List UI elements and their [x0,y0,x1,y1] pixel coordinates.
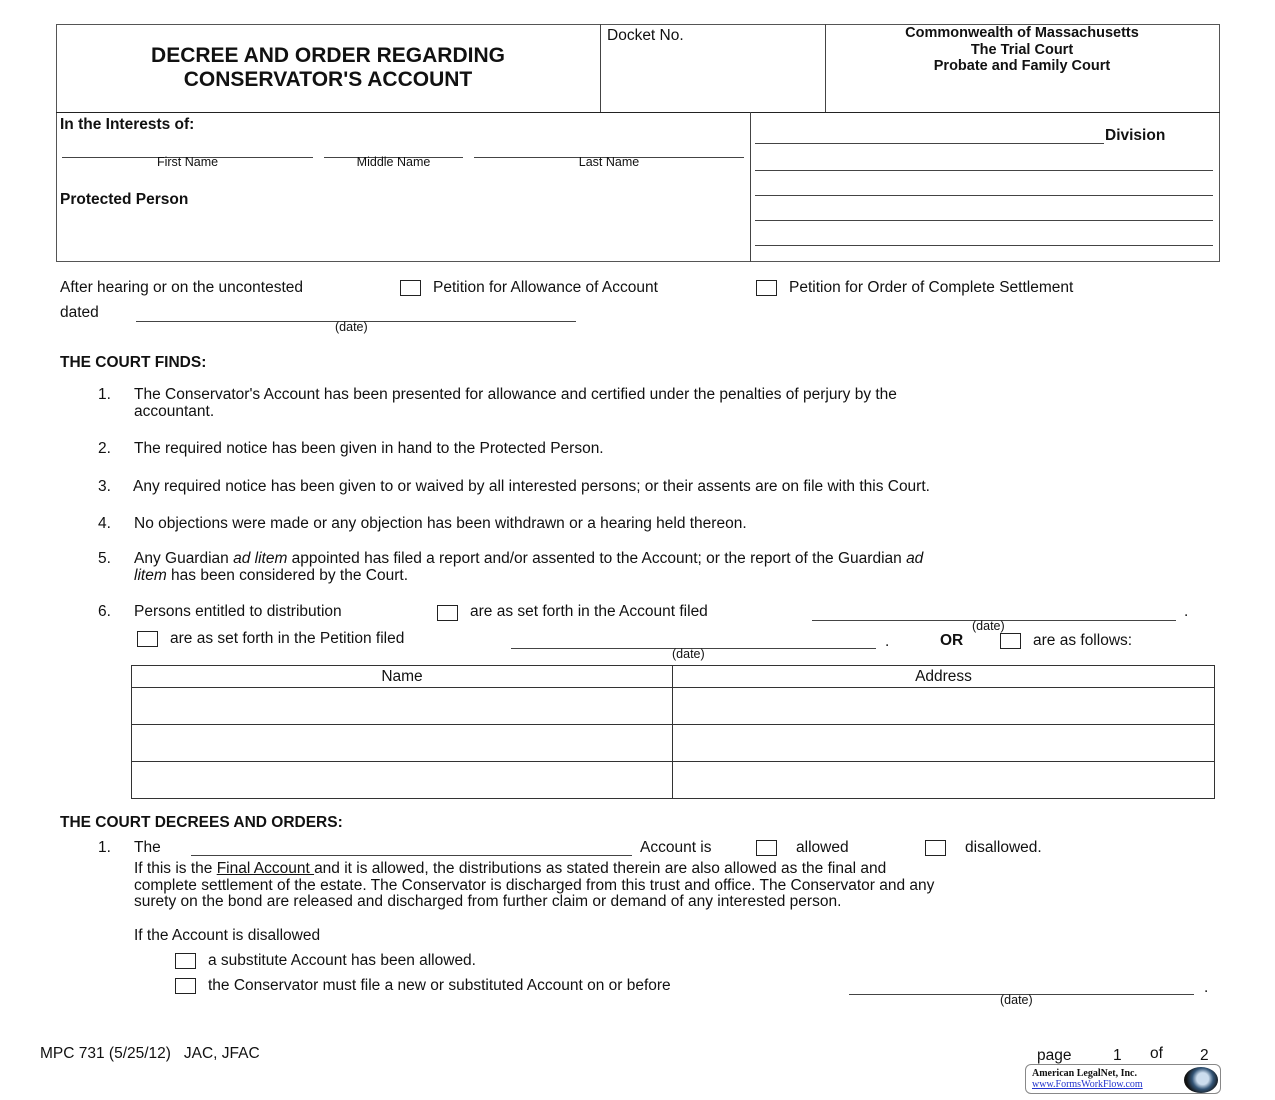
final-account-paragraph: If this is the Final Account and it is allowed, the distributions as stated therein are also allowed as the final and complete settlement of the estate. The Conservator is discharged from this trust and office. The Conservator and any surety on the bond are released and discharged from further claim or demand of any interested person. [134,860,935,910]
address-cell[interactable] [673,688,1215,725]
table-row [132,688,1215,725]
dated-label: dated [60,304,99,321]
address-line[interactable] [755,195,1213,196]
if-disallowed-label: If the Account is disallowed [134,927,321,944]
petition-filed-label: are as set forth in the Petition filed [170,630,405,647]
address-line[interactable] [755,245,1213,246]
protected-person-label: Protected Person [60,191,189,208]
date-hint: (date) [972,619,1005,633]
distribution-table [131,665,1215,799]
docket-label: Docket No. [607,27,684,44]
allowance-petition-label: Petition for Allowance of Account [433,279,658,296]
address-line[interactable] [755,170,1213,171]
of-label: of [1150,1045,1163,1062]
finding-6: Persons entitled to distribution [134,603,342,620]
account-is-label: Account is [640,839,712,856]
item-number: 5. [98,550,111,567]
item-number: 2. [98,440,111,457]
petition-filed-checkbox[interactable] [137,631,158,647]
finding-5: Any Guardian ad litem appointed has filed a report and/or assented to the Account; or the report of the Guardian ad litem has been considered by the Court. [134,550,924,584]
middle-name-label: Middle Name [356,155,431,169]
page-number: 1 [1113,1047,1122,1064]
disallowed-checkbox[interactable] [925,840,946,856]
name-cell[interactable] [132,762,673,799]
first-name-label: First Name [156,155,219,169]
intro-text: After hearing or on the uncontested [60,279,303,296]
address-cell[interactable] [673,725,1215,762]
settlement-petition-checkbox[interactable] [756,280,777,296]
globe-icon [1184,1067,1218,1093]
period: . [1204,979,1209,996]
logo-url[interactable]: www.FormsWorkFlow.com [1032,1079,1143,1090]
item-number: 1. [98,839,111,856]
logo-name: American LegalNet, Inc. [1032,1068,1137,1079]
date-hint: (date) [672,647,705,661]
account-name-field[interactable] [191,855,632,856]
account-filed-label: are as set forth in the Account filed [470,603,708,620]
substitute-allowed-label: a substitute Account has been allowed. [208,952,476,969]
table-row [132,725,1215,762]
account-filed-checkbox[interactable] [437,605,458,621]
name-cell[interactable] [132,688,673,725]
division-field[interactable] [755,143,1104,144]
file-new-account-label: the Conservator must file a new or substituted Account on or before [208,977,671,994]
divider [56,112,1220,113]
divider [750,112,751,262]
allowance-petition-checkbox[interactable] [400,280,421,296]
date-hint: (date) [335,320,368,334]
decrees-heading: THE COURT DECREES AND ORDERS: [60,814,343,831]
period: . [1184,603,1189,620]
as-follows-checkbox[interactable] [1000,633,1021,649]
item-number: 3. [98,478,111,495]
table-row [132,762,1215,799]
total-pages: 2 [1200,1047,1209,1064]
page-title: DECREE AND ORDER REGARDING CONSERVATOR'S ACCOUNT [151,44,505,91]
allowed-checkbox[interactable] [756,840,777,856]
or-label: OR [940,632,964,649]
address-cell[interactable] [673,762,1215,799]
date-hint: (date) [1000,993,1033,1007]
finding-3: Any required notice has been given to or waived by all interested persons; or their assents are on file with this Court. [133,478,930,495]
court-finds-heading: THE COURT FINDS: [60,354,207,371]
item-number: 4. [98,515,111,532]
item-number: 1. [98,386,111,403]
settlement-petition-label: Petition for Order of Complete Settlement [789,279,1074,296]
item-number: 6. [98,603,111,620]
allowed-label: allowed [796,839,849,856]
last-name-label: Last Name [578,155,640,169]
division-label: Division [1105,127,1166,144]
period: . [885,633,890,650]
divider [600,24,601,112]
name-cell[interactable] [132,725,673,762]
substitute-allowed-checkbox[interactable] [175,953,196,969]
as-follows-label: are as follows: [1033,632,1133,649]
finding-2: The required notice has been given in hand to the Protected Person. [134,440,604,457]
court-name: Commonwealth of Massachusetts The Trial Court Probate and Family Court [905,25,1139,74]
form-id: MPC 731 (5/25/12) JAC, JFAC [40,1045,260,1062]
finding-1: The Conservator's Account has been presented for allowance and certified under the penalties of perjury by the accountant. [134,386,897,420]
address-line[interactable] [755,220,1213,221]
the-label: The [134,839,161,856]
column-header-name: Name [132,666,673,688]
column-header-address: Address [673,666,1215,688]
page-label: page [1037,1047,1072,1064]
file-new-account-checkbox[interactable] [175,978,196,994]
interests-label: In the Interests of: [60,116,195,133]
disallowed-label: disallowed. [965,839,1042,856]
americanlegalnet-logo[interactable] [1025,1064,1221,1094]
finding-4: No objections were made or any objection has been withdrawn or a hearing held thereon. [134,515,747,532]
